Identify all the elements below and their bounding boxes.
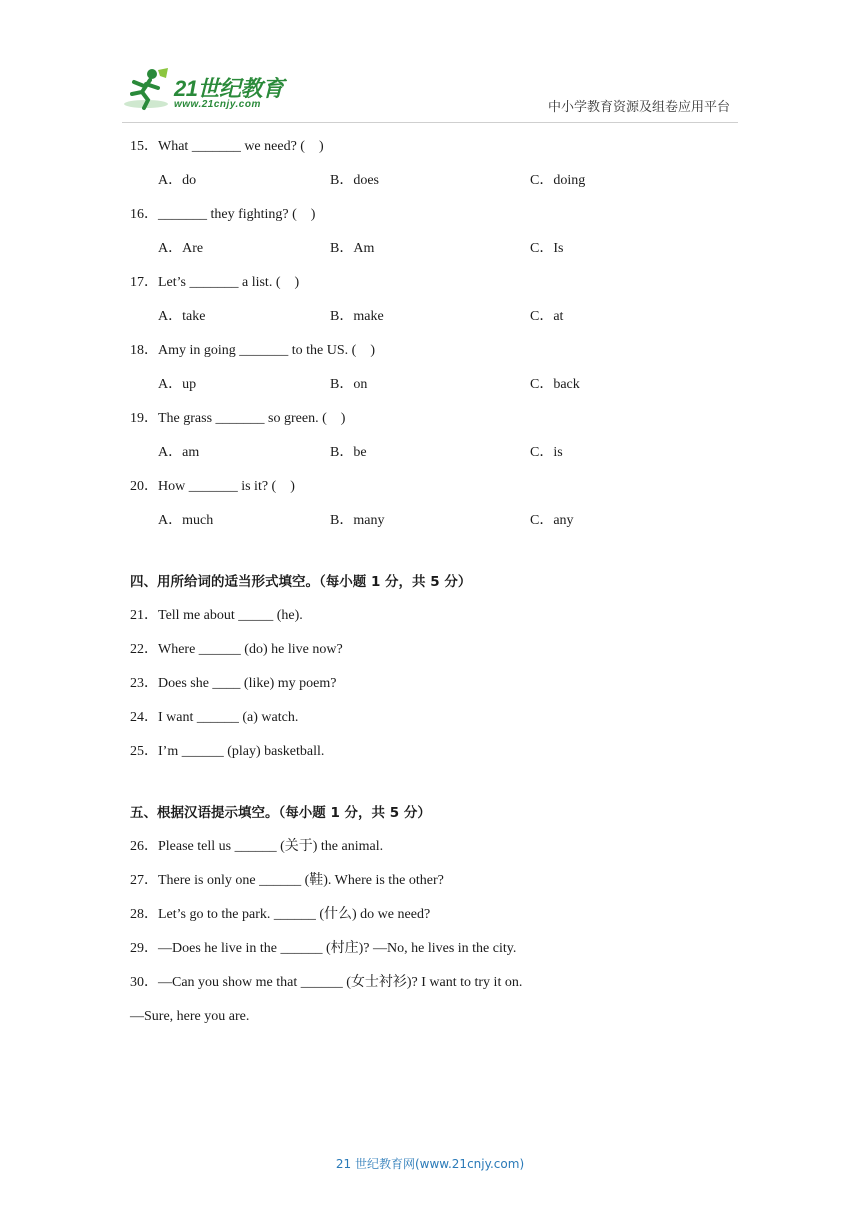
header-divider	[122, 122, 738, 123]
fill-item: 21．Tell me about _____ (he).	[130, 608, 303, 623]
option-c: C．any	[530, 513, 574, 528]
page-header	[0, 0, 860, 125]
fill-item: 22．Where ______ (do) he live now?	[130, 642, 343, 657]
question-options	[130, 239, 750, 273]
section-title: 四、用所给词的适当形式填空。（每小题 1 分，共 5 分）	[130, 574, 472, 590]
site-logo	[122, 66, 292, 116]
question-options	[130, 375, 750, 409]
question-stem: 18．Amy in going _______ to the US. ( )	[130, 343, 375, 358]
fill-item: 23．Does she ____ (like) my poem?	[130, 676, 337, 691]
question-options	[130, 171, 750, 205]
fill-item: 28．Let’s go to the park. ______ (什么) do we need?	[130, 907, 431, 922]
question-stem: 19．The grass _______ so green. ( )	[130, 411, 346, 426]
fill-item: 30．—Can you show me that ______ (女士衬衫)? I want to try it on.	[130, 975, 523, 990]
option-c: C．doing	[530, 173, 586, 188]
fill-item: 26．Please tell us ______ (关于) the animal.	[130, 839, 384, 854]
option-c: C．at	[530, 309, 564, 324]
option-a: A．up	[158, 377, 197, 392]
question-stem: 17．Let’s _______ a list. ( )	[130, 275, 300, 290]
option-c: C．Is	[530, 241, 564, 256]
question-stem: 15．What _______ we need? ( )	[130, 139, 324, 154]
spacer	[130, 545, 750, 572]
option-c: C．back	[530, 377, 580, 392]
exam-content	[130, 137, 750, 1041]
question-stem: 20．How _______ is it? ( )	[130, 479, 295, 494]
question-options	[130, 307, 750, 341]
option-a: A．take	[158, 309, 206, 324]
spacer	[130, 776, 750, 803]
option-a: A．much	[158, 513, 214, 528]
option-a: A．am	[158, 445, 200, 460]
logo-text: 21世纪教育	[174, 76, 284, 101]
option-b: B．make	[330, 309, 384, 324]
option-b: B．on	[330, 377, 368, 392]
option-b: B．Am	[330, 241, 375, 256]
fill-item: —Sure, here you are.	[130, 1009, 250, 1024]
page-footer: 21 世纪教育网(www.21cnjy.com)	[335, 1157, 525, 1171]
fill-item: 24．I want ______ (a) watch.	[130, 710, 299, 725]
section-title: 五、根据汉语提示填空。（每小题 1 分，共 5 分）	[130, 805, 431, 821]
fill-item: 29．—Does he live in the ______ (村庄)? —No, he lives in the city.	[130, 941, 517, 956]
option-c: C．is	[530, 445, 563, 460]
option-b: B．many	[330, 513, 385, 528]
question-stem: 16．_______ they fighting? ( )	[130, 207, 316, 222]
platform-name: 中小学教育资源及组卷应用平台	[547, 100, 730, 115]
runner-icon	[122, 66, 172, 112]
option-b: B．be	[330, 445, 367, 460]
option-a: A．Are	[158, 241, 204, 256]
option-b: B．does	[330, 173, 379, 188]
fill-item: 27．There is only one ______ (鞋). Where is the other?	[130, 873, 444, 888]
question-options	[130, 511, 750, 545]
question-options	[130, 443, 750, 477]
fill-item: 25．I’m ______ (play) basketball.	[130, 744, 325, 759]
option-a: A．do	[158, 173, 197, 188]
logo-url: www.21cnjy.com	[174, 99, 261, 110]
